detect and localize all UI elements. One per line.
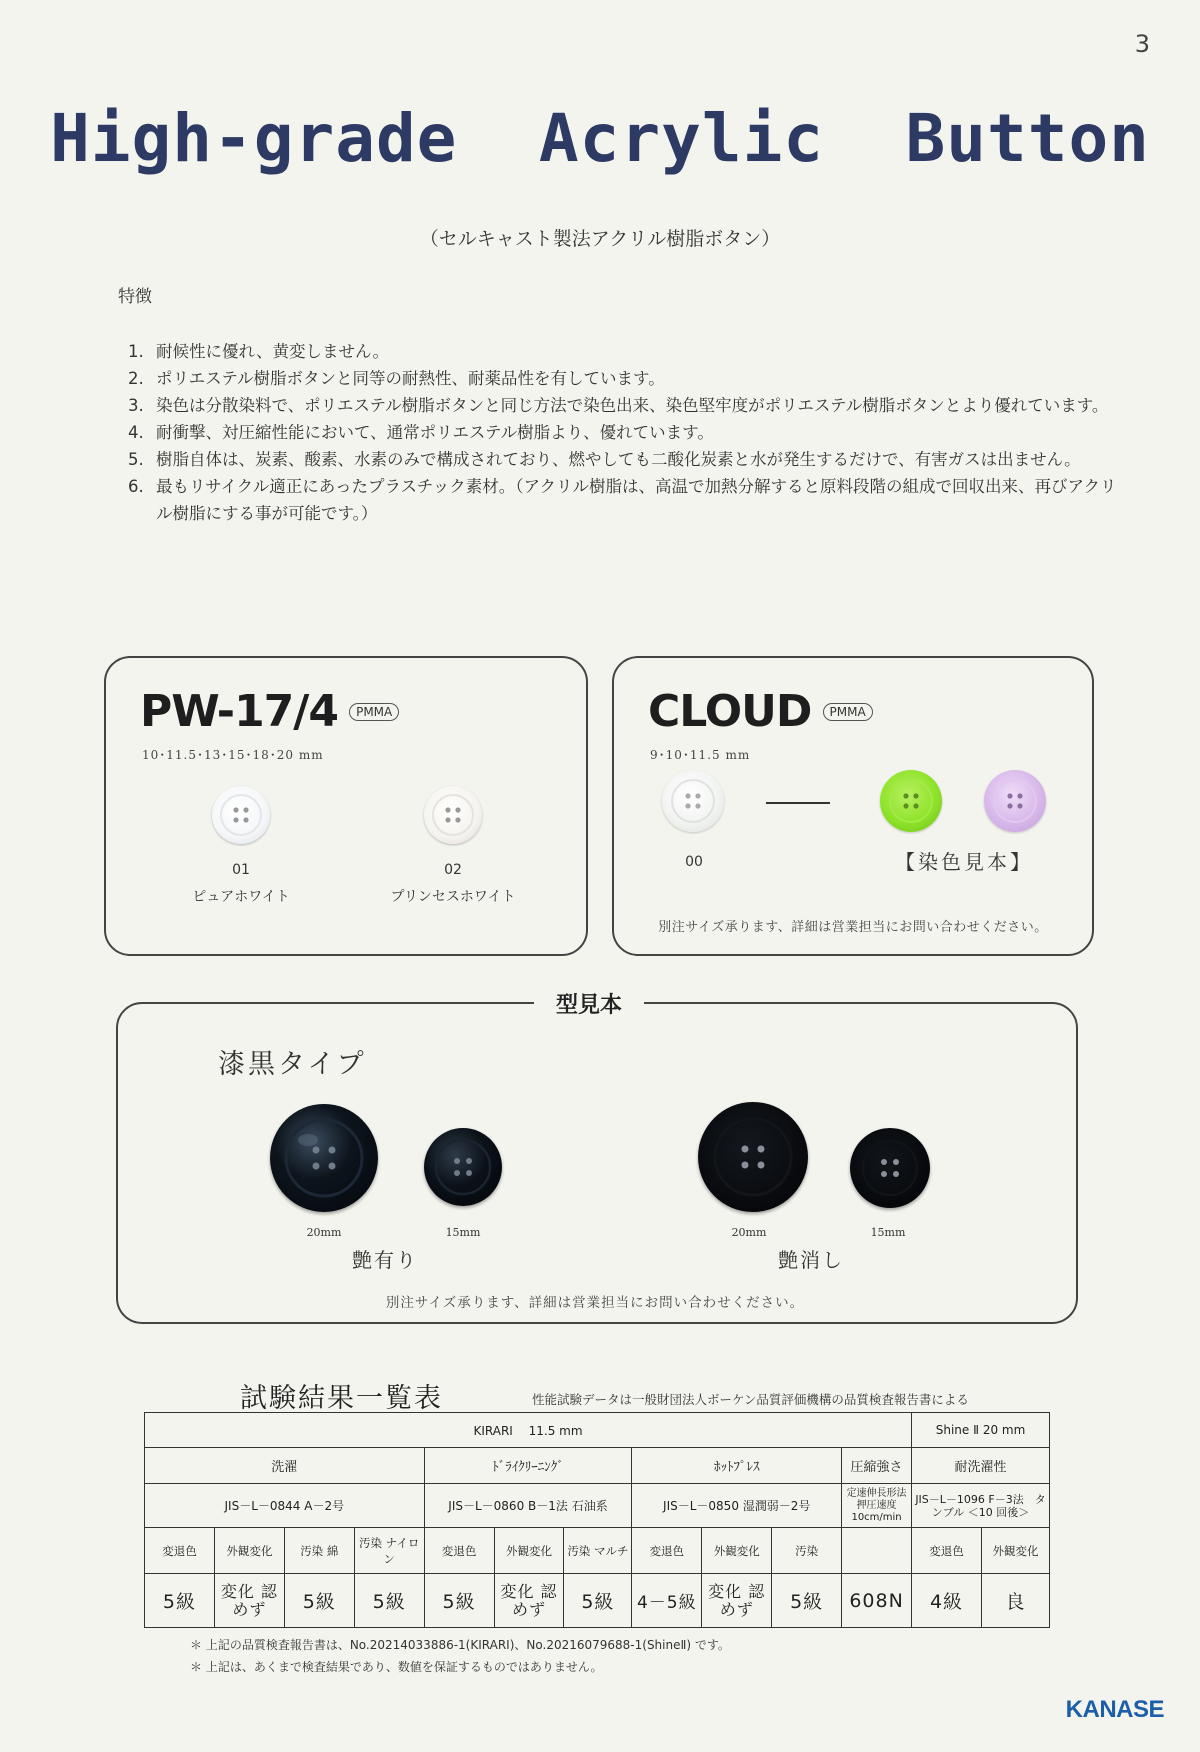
value-cell: 4級 — [912, 1574, 982, 1628]
method-wash-durability: JIS－L－1096 F－3法 タンブル ＜10 回後＞ — [912, 1484, 1050, 1528]
method-compression: 定速伸長形法 押圧速度 10cm/min — [842, 1484, 912, 1528]
subhead: 変退色 — [632, 1528, 702, 1574]
subhead: 外観変化 — [702, 1528, 772, 1574]
value-cell: 608N — [842, 1574, 912, 1628]
cloud-note: 別注サイズ承ります、詳細は営業担当にお問い合わせください。 — [658, 920, 1048, 935]
glossy-label: 艶有り — [352, 1248, 418, 1272]
value-cell: 5級 — [145, 1574, 215, 1628]
subhead: 変退色 — [145, 1528, 215, 1574]
subhead: 汚染 ナイロン — [354, 1528, 424, 1574]
pw-item-01-code: 01 — [232, 862, 250, 878]
pw-item-02-label: プリンセスホワイト — [390, 889, 516, 905]
footnote-1: ＊ 上記の品質検査報告書は、No.20214033886-1(KIRARI)、No.20216079688-1(ShineⅡ) です。 — [190, 1638, 730, 1652]
subhead — [842, 1528, 912, 1574]
glossy-button-15mm-image — [424, 1128, 502, 1206]
group-dry-cleaning: ﾄﾞﾗｲｸﾘｰﾆﾝｸﾞ — [424, 1448, 632, 1484]
value-cell: 変化 認めず — [494, 1574, 564, 1628]
value-cell: 5級 — [772, 1574, 842, 1628]
value-cell: 良 — [981, 1574, 1049, 1628]
group-wash-durability: 耐洗濯性 — [912, 1448, 1050, 1484]
divider-line — [766, 802, 830, 804]
matte-button-20mm-image — [698, 1102, 808, 1212]
subhead: 変退色 — [424, 1528, 494, 1574]
pw-product-box — [104, 656, 588, 956]
cloud-button-clear-image — [662, 770, 724, 832]
feature-item: 5. 樹脂自体は、炭素、酸素、水素のみで構成されており、燃やしても二酸化炭素と水が発生するだけで、有害ガスは出ません。 — [128, 450, 1081, 469]
glossy-size-15: 15mm — [445, 1226, 481, 1239]
value-cell: 4－5級 — [632, 1574, 702, 1628]
cloud-product-box — [612, 656, 1094, 956]
value-cell: 5級 — [564, 1574, 632, 1628]
cloud-item-code: 00 — [685, 854, 703, 870]
value-cell: 5級 — [424, 1574, 494, 1628]
feature-item: 6. 最もリサイクル適正にあったプラスチック素材。（アクリル樹脂は、高温で加熱分解すると原料段階の組成で回収出来、再びアクリル樹脂にする事が可能です。） — [128, 477, 1117, 523]
pw-sizes: 10･11.5･13･15･18･20 mm — [142, 748, 324, 762]
feature-item: 3. 染色は分散染料で、ポリエステル樹脂ボタンと同じ方法で染色出来、染色堅牢度がポリエステル樹脂ボタンとより優れています。 — [128, 396, 1109, 415]
pw-button-01-image — [212, 786, 270, 844]
shine-header: Shine Ⅱ 20 mm — [912, 1413, 1050, 1448]
glossy-size-20: 20mm — [306, 1226, 342, 1239]
value-cell: 変化 認めず — [702, 1574, 772, 1628]
kirari-header: KIRARI 11.5 mm — [145, 1413, 912, 1448]
group-washing: 洗濯 — [145, 1448, 425, 1484]
matte-size-15: 15mm — [870, 1226, 906, 1239]
pw-button-02-image — [424, 786, 482, 844]
pw-material-badge: PMMA — [349, 703, 399, 721]
method-hot-press: JIS－L－0850 湿潤弱－2号 — [632, 1484, 842, 1528]
subhead: 汚染 — [772, 1528, 842, 1574]
value-cell: 5級 — [354, 1574, 424, 1628]
group-compression: 圧縮強さ — [842, 1448, 912, 1484]
results-table — [144, 1412, 1050, 1628]
page-title: High-grade Acrylic Button — [50, 100, 1150, 177]
method-dry-cleaning: JIS－L－0860 B－1法 石油系 — [424, 1484, 632, 1528]
features-heading: 特徴 — [118, 287, 152, 307]
cloud-material-badge: PMMA — [823, 703, 873, 721]
cloud-sizes: 9･10･11.5 mm — [650, 748, 751, 762]
kanase-logo: KANASE — [1065, 1696, 1164, 1723]
subhead: 外観変化 — [981, 1528, 1049, 1574]
subhead: 汚染 綿 — [284, 1528, 354, 1574]
mold-type-title: 漆黒タイプ — [218, 1049, 367, 1080]
group-hot-press: ﾎｯﾄﾌﾟﾚｽ — [632, 1448, 842, 1484]
subhead: 外観変化 — [494, 1528, 564, 1574]
value-cell: 5級 — [284, 1574, 354, 1628]
glossy-button-20mm-image — [270, 1104, 378, 1212]
mold-section-title: 型見本 — [534, 988, 644, 1019]
matte-label: 艶消し — [778, 1248, 844, 1272]
value-cell: 変化 認めず — [214, 1574, 284, 1628]
pw-item-02-code: 02 — [444, 862, 462, 878]
feature-item: 1. 耐候性に優れ、黄変しません。 — [128, 342, 389, 361]
subhead: 外観変化 — [214, 1528, 284, 1574]
results-note: 性能試験データは一般財団法人ボーケン品質評価機構の品質検査報告書による — [532, 1392, 969, 1407]
matte-size-20: 20mm — [731, 1226, 767, 1239]
cloud-button-green-image — [880, 770, 942, 832]
method-washing: JIS－L－0844 A－2号 — [145, 1484, 425, 1528]
cloud-product-name: CLOUD — [648, 686, 812, 737]
subtitle: （セルキャスト製法アクリル樹脂ボタン） — [419, 228, 781, 250]
subhead: 変退色 — [912, 1528, 982, 1574]
pw-product-name: PW-17/4 — [140, 686, 338, 737]
cloud-button-lavender-image — [984, 770, 1046, 832]
features-list — [128, 338, 1118, 527]
results-title: 試験結果一覧表 — [240, 1383, 443, 1414]
pw-item-01-label: ピュアホワイト — [192, 889, 290, 905]
subhead: 汚染 マルチ — [564, 1528, 632, 1574]
feature-item: 2. ポリエステル樹脂ボタンと同等の耐熱性、耐薬品性を有しています。 — [128, 369, 665, 388]
matte-button-15mm-image — [850, 1128, 930, 1208]
dye-sample-label: 【染色見本】 — [895, 850, 1033, 874]
page-number: 3 — [1134, 30, 1150, 58]
footnote-2: ＊ 上記は、あくまで検査結果であり、数値を保証するものではありません。 — [190, 1660, 603, 1674]
feature-item: 4. 耐衝撃、対圧縮性能において、通常ポリエステル樹脂より、優れています。 — [128, 423, 714, 442]
mold-note: 別注サイズ承ります、詳細は営業担当にお問い合わせください。 — [385, 1295, 805, 1311]
